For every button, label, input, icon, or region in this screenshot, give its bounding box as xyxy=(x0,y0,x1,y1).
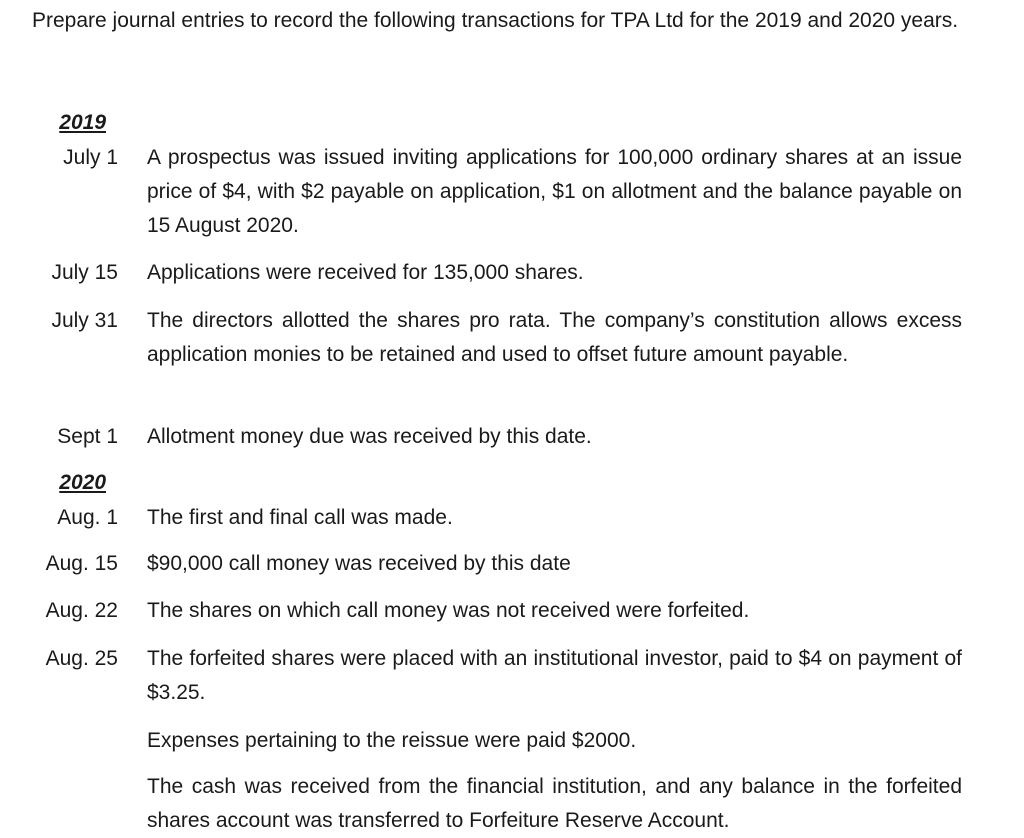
transaction-date: Aug. 1 xyxy=(57,506,118,529)
transaction-description: Applications were received for 135,000 shares. xyxy=(147,261,584,284)
instructions-text: Prepare journal entries to record the following transactions for TPA Ltd for the 2019 and 2020 years. xyxy=(32,9,959,32)
transaction-date: Aug. 15 xyxy=(45,552,118,575)
transaction-date: July 15 xyxy=(51,261,118,284)
transaction-date: July 1 xyxy=(63,146,118,169)
transaction-date: Aug. 22 xyxy=(45,599,118,622)
transaction-description: $90,000 call money was received by this date xyxy=(147,552,571,575)
transaction-date: Aug. 25 xyxy=(45,647,118,670)
transaction-description: Allotment money due was received by this date. xyxy=(147,425,592,448)
transaction-description: The directors allotted the shares pro rata. The company’s constitution allows excess application monies to be retained and used to offset future amount payable. xyxy=(147,309,962,366)
transaction-description: The first and final call was made. xyxy=(147,506,453,529)
year-heading-2019: 2019 xyxy=(59,111,106,134)
transaction-description: The forfeited shares were placed with an institutional investor, paid to $4 on payment of $3.25. xyxy=(147,647,962,704)
transaction-date: July 31 xyxy=(51,309,118,332)
transaction-description: The cash was received from the financial institution, and any balance in the forfeited shares account was transferred to Forfeiture Reserve Account. xyxy=(147,775,962,832)
transaction-date: Sept 1 xyxy=(57,425,118,448)
transaction-description: The shares on which call money was not received were forfeited. xyxy=(147,599,750,622)
transaction-description: Expenses pertaining to the reissue were paid $2000. xyxy=(147,729,637,752)
year-heading-2020: 2020 xyxy=(59,471,106,494)
transaction-description: A prospectus was issued inviting applications for 100,000 ordinary shares at an issue price of $4, with $2 payable on application, $1 on allotment and the balance payable on 15 August 2020. xyxy=(147,146,962,237)
